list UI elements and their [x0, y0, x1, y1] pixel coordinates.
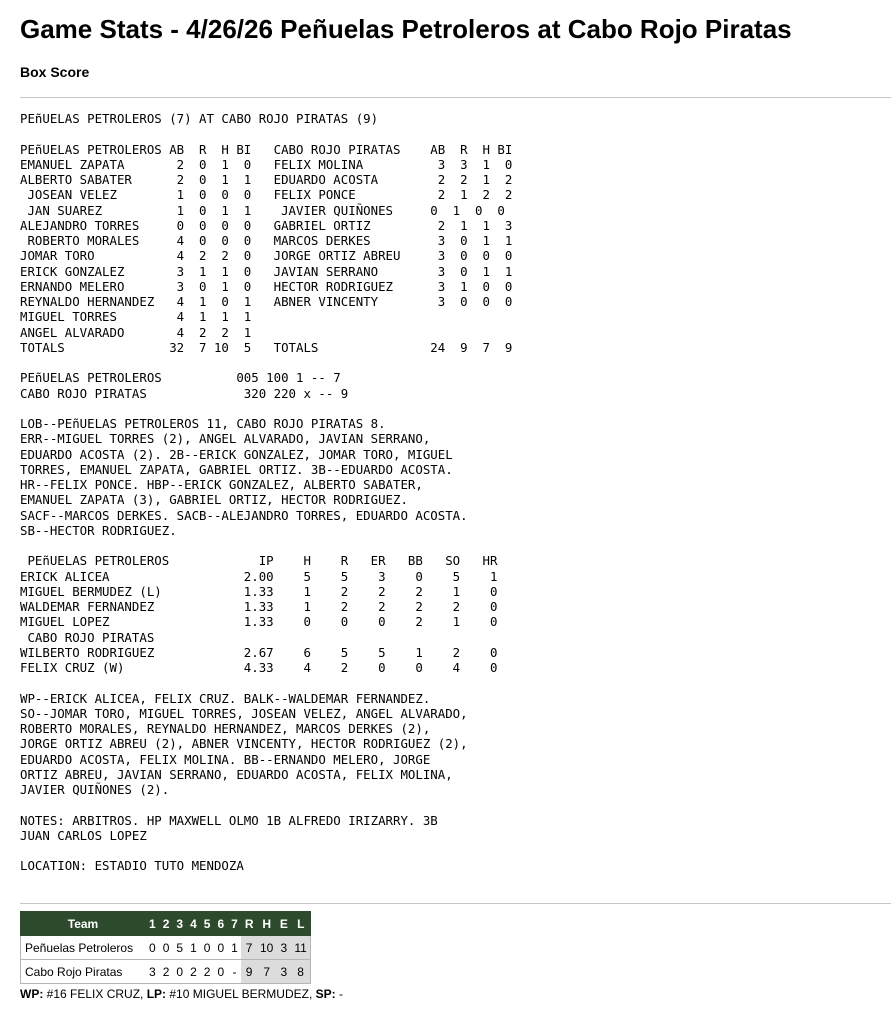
linescore-table — [20, 911, 311, 984]
inning-score: 0 — [214, 960, 228, 984]
inning-score: 0 — [146, 936, 160, 960]
inning-score: 0 — [200, 936, 214, 960]
header-inning-2: 2 — [159, 912, 173, 936]
header-inning-3: 3 — [173, 912, 187, 936]
lp-label: LP: — [146, 987, 167, 1001]
box-score-text: PEñUELAS PETROLEROS (7) AT CABO ROJO PIRATAS (9) PEñUELAS PETROLEROS AB R H BI CABO ROJO PIRATAS AB R H BI EMANUEL ZAPATA 2 0 1 0 FELIX MOLINA 3 3 1 0 ALBERTO SABATER 2 0 1 1 EDUARDO ACOSTA 2 2 1 2 JOSEAN VELEZ 1 0 0 0 FELIX PONCE 2 1 2 2 JAN SUAREZ 1 0 1 1 JAVIER QUIÑONES 0 1 0 0 ALEJANDRO TORRES 0 0 0 0 GABRIEL ORTIZ 2 1 1 3 ROBERTO MORALES 4 0 0 0 MARCOS DERKES 3 0 1 1 JOMAR TORO 4 2 2 0 JORGE ORTIZ ABREU 3 0 0 0 ERICK GONZALEZ 3 1 1 0 JAVIAN SERRANO 3 0 1 1 ERNANDO MELERO 3 0 1 0 HECTOR RODRIGUEZ 3 1 0 0 REYNALDO HERNANDEZ 4 1 0 1 ABNER VINCENTY 3 0 0 0 MIGUEL TORRES 4 1 1 1 ANGEL ALVARADO 4 2 2 1 TOTALS 32 7 10 5 TOTALS 24 9 7 9 PEñUELAS PETROLEROS 005 100 1 -- 7 CABO ROJO PIRATAS 320 220 x -- 9 LOB--PEñUELAS PETROLEROS 11, CABO ROJO PIRATAS 8. ERR--MIGUEL TORRES (2), ANGEL ALVARADO, JAVIAN SERRANO, EDUARDO ACOSTA (2). 2B--ERICK GONZALEZ, JOMAR TORO, MIGUEL TORRES, EMANUEL ZAPATA, GABRIEL ORTIZ. 3B--EDUARDO ACOSTA. HR--FELIX PONCE. HBP--ERICK GONZALEZ, ALBERTO SABATER, EMANUEL ZAPATA (3), GABRIEL ORTIZ, HECTOR RODRIGUEZ. SACF--MARCOS DERKES. SACB--ALEJANDRO TORRES, EDUARDO ACOSTA. SB--HECTOR RODRIGUEZ. PEñUELAS PETROLEROS IP H R ER BB SO HR ERICK ALICEA 2.00 5 5 3 0 5 1 MIGUEL BERMUDEZ (L) 1.33 1 2 2 2 1 0 WALDEMAR FERNANDEZ 1.33 1 2 2 2 2 0 MIGUEL LOPEZ 1.33 0 0 0 2 1 0 CABO ROJO PIRATAS WILBERTO RODRIGUEZ 2.67 6 5 5 1 2 0 FELIX CRUZ (W) 4.33 4 2 0 0 4 0 WP--ERICK ALICEA, FELIX CRUZ. BALK--WALDEMAR FERNANDEZ. SO--JOMAR TORO, MIGUEL TORRES, JOSEAN VELEZ, ANGEL ALVARADO, ROBERTO MORALES, REYNALDO HERNANDEZ, MARCOS DERKES (2), JORGE ORTIZ ABREU (2), ABNER VINCENTY, HECTOR RODRIGUEZ (2), EDUARDO ACOSTA, FELIX MOLINA. BB--ERNANDO MELERO, JORGE ORTIZ ABREU, JAVIAN SERRANO, EDUARDO ACOSTA, FELIX MOLINA, JAVIER QUIÑONES (2). NOTES: ARBITROS. HP MAXWELL OLMO 1B ALFREDO IRIZARRY. 3B JUAN CARLOS LOPEZ LOCATION: ESTADIO TUTO MENDOZA — [20, 111, 513, 874]
page-title: Game Stats - 4/26/26 Peñuelas Petroleros at Cabo Rojo Piratas — [20, 14, 792, 44]
header-inning-5: 5 — [200, 912, 214, 936]
total-errors: 3 — [276, 936, 291, 960]
total-lob: 8 — [291, 960, 310, 984]
header-inning-7: 7 — [228, 912, 242, 936]
linescore-header-row — [21, 912, 311, 936]
wp-value: #16 FELIX CRUZ, — [43, 987, 147, 1001]
inning-score: - — [228, 960, 242, 984]
inning-score: 0 — [214, 936, 228, 960]
header-team: Team — [21, 912, 146, 936]
lp-value: #10 MIGUEL BERMUDEZ, — [166, 987, 316, 1001]
total-lob: 11 — [291, 936, 310, 960]
divider-top — [20, 97, 891, 98]
total-errors: 3 — [276, 960, 291, 984]
inning-score: 2 — [159, 960, 173, 984]
total-runs: 7 — [241, 936, 257, 960]
inning-score: 2 — [200, 960, 214, 984]
inning-score: 1 — [228, 936, 242, 960]
section-title-box-score: Box Score — [20, 64, 90, 80]
wp-label: WP: — [20, 987, 44, 1001]
sp-value: - — [335, 987, 343, 1001]
total-hits: 7 — [257, 960, 276, 984]
header-inning-6: 6 — [214, 912, 228, 936]
inning-score: 5 — [173, 936, 187, 960]
pitching-decisions — [20, 986, 343, 1002]
header-inning-4: 4 — [187, 912, 201, 936]
header-hits: H — [257, 912, 276, 936]
inning-score: 0 — [159, 936, 173, 960]
inning-score: 2 — [187, 960, 201, 984]
header-lob: L — [291, 912, 310, 936]
team-name: Peñuelas Petroleros — [21, 936, 146, 960]
total-runs: 9 — [241, 960, 257, 984]
divider-bottom — [20, 903, 891, 904]
header-errors: E — [276, 912, 291, 936]
linescore-row-home — [21, 960, 311, 984]
inning-score: 3 — [146, 960, 160, 984]
header-inning-1: 1 — [146, 912, 160, 936]
team-name: Cabo Rojo Piratas — [21, 960, 146, 984]
header-runs: R — [241, 912, 257, 936]
linescore-row-away — [21, 936, 311, 960]
inning-score: 0 — [173, 960, 187, 984]
inning-score: 1 — [187, 936, 201, 960]
total-hits: 10 — [257, 936, 276, 960]
sp-label: SP: — [315, 987, 336, 1001]
